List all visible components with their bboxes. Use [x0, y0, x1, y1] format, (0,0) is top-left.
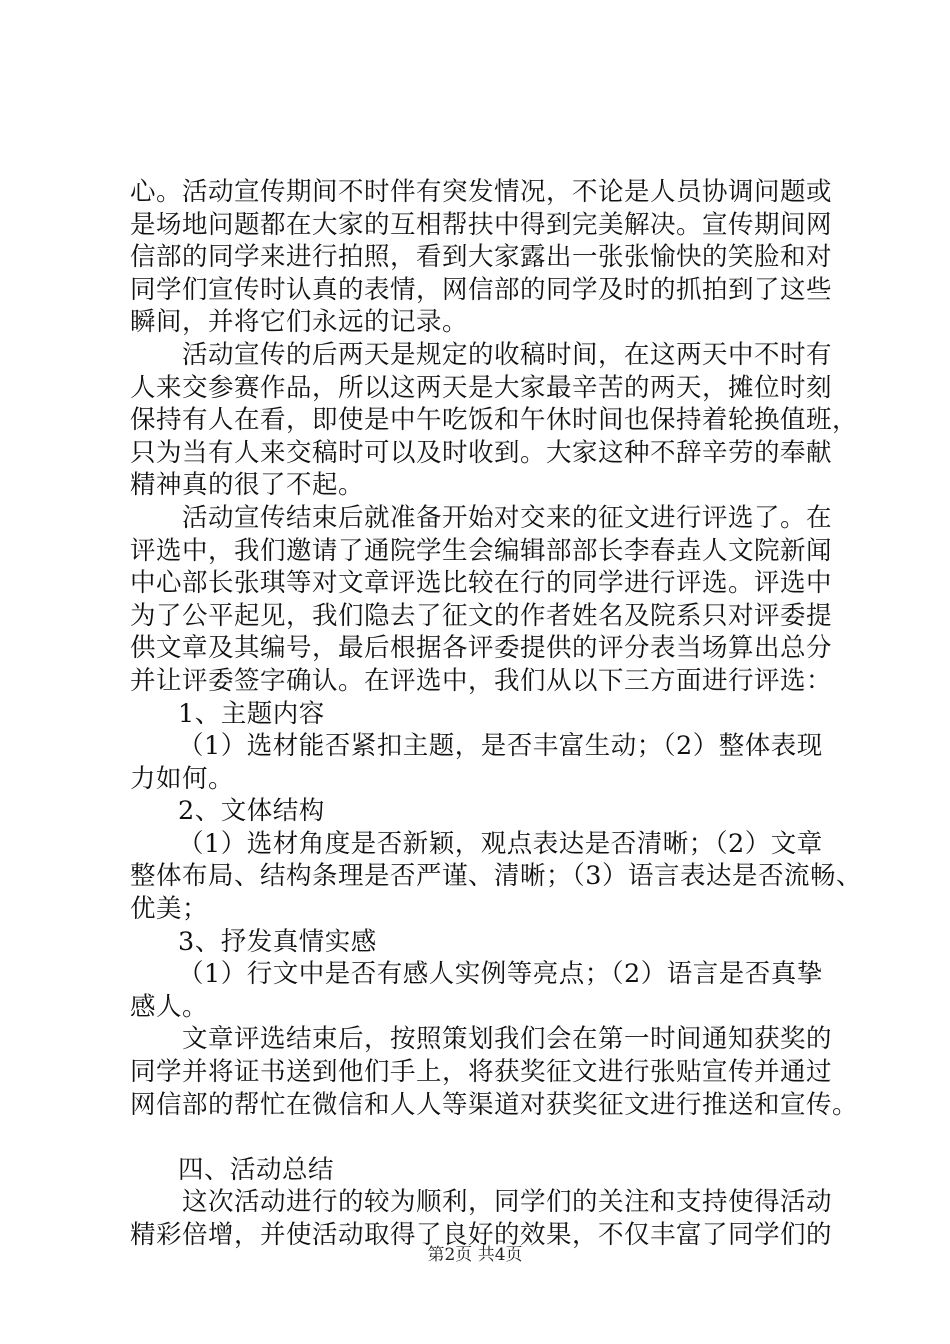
text-line: 文章评选结束后，按照策划我们会在第一时间通知获奖的: [182, 1024, 833, 1055]
text-line: 力如何。: [130, 763, 235, 794]
text-line: 感人。: [130, 991, 209, 1022]
text-line: 四、活动总结: [178, 1154, 335, 1185]
body-text: [130, 176, 862, 1252]
text-line: 同学们宣传时认真的表情，网信部的同学及时的抓拍到了这些: [130, 274, 833, 305]
text-line: 网信部的帮忙在微信和人人等渠道对获奖征文进行推送和宣传。: [130, 1089, 859, 1120]
text-line: 并让评委签字确认。在评选中，我们从以下三方面进行评选：: [130, 665, 833, 696]
text-line: 供文章及其编号，最后根据各评委提供的评分表当场算出总分: [130, 633, 833, 664]
text-line: 2、文体结构: [178, 796, 325, 827]
blank-line: [130, 1121, 850, 1154]
text-line: 信部的同学来进行拍照，看到大家露出一张张愉快的笑脸和对: [130, 242, 833, 273]
text-line: 3、抒发真情实感: [178, 926, 377, 957]
page-footer: 第2页 共4页: [427, 1245, 523, 1265]
text-line: 保持有人在看，即使是中午吃饭和午休时间也保持着轮换值班，: [130, 405, 859, 436]
text-line: 活动宣传结束后就准备开始对交来的征文进行评选了。在: [182, 502, 833, 533]
text-line: 中心部长张琪等对文章评选比较在行的同学进行评选。评选中: [130, 568, 833, 599]
text-line: 只为当有人来交稿时可以及时收到。大家这种不辞辛劳的奉献: [130, 437, 833, 468]
text-line: 心。活动宣传期间不时伴有突发情况，不论是人员协调问题或: [130, 177, 833, 207]
text-line: 为了公平起见，我们隐去了征文的作者姓名及院系只对评委提: [130, 600, 833, 631]
text-line: 同学并将证书送到他们手上，将获奖征文进行张贴宣传并通过: [130, 1057, 833, 1088]
text-line: 活动宣传的后两天是规定的收稿时间，在这两天中不时有: [182, 339, 833, 370]
text-line: （1）行文中是否有感人实例等亮点；（2）语言是否真挚: [178, 959, 823, 990]
text-line: 整体布局、结构条理是否严谨、清晰；（3）语言表达是否流畅、: [130, 861, 862, 892]
text-line: （1）选材角度是否新颖，观点表达是否清晰；（2）文章: [178, 828, 823, 859]
text-line: 人来交参赛作品，所以这两天是大家最辛苦的两天，摊位时刻: [130, 372, 833, 403]
text-line: 这次活动进行的较为顺利，同学们的关注和支持使得活动: [182, 1187, 833, 1218]
text-line: 是场地问题都在大家的互相帮扶中得到完美解决。宣传期间网: [130, 209, 833, 240]
text-line: 1、主题内容: [178, 698, 325, 729]
text-line: 优美；: [130, 894, 209, 925]
text-line: （1）选材能否紧扣主题，是否丰富生动；（2）整体表现: [178, 731, 823, 762]
text-line: 瞬间，并将它们永远的记录。: [130, 307, 469, 338]
text-line: 精神真的很了不起。: [130, 470, 365, 501]
text-line: 评选中，我们邀请了通院学生会编辑部部长李春垚人文院新闻: [130, 535, 833, 566]
text-line: 精彩倍增，并使活动取得了良好的效果，不仅丰富了同学们的: [130, 1220, 833, 1250]
